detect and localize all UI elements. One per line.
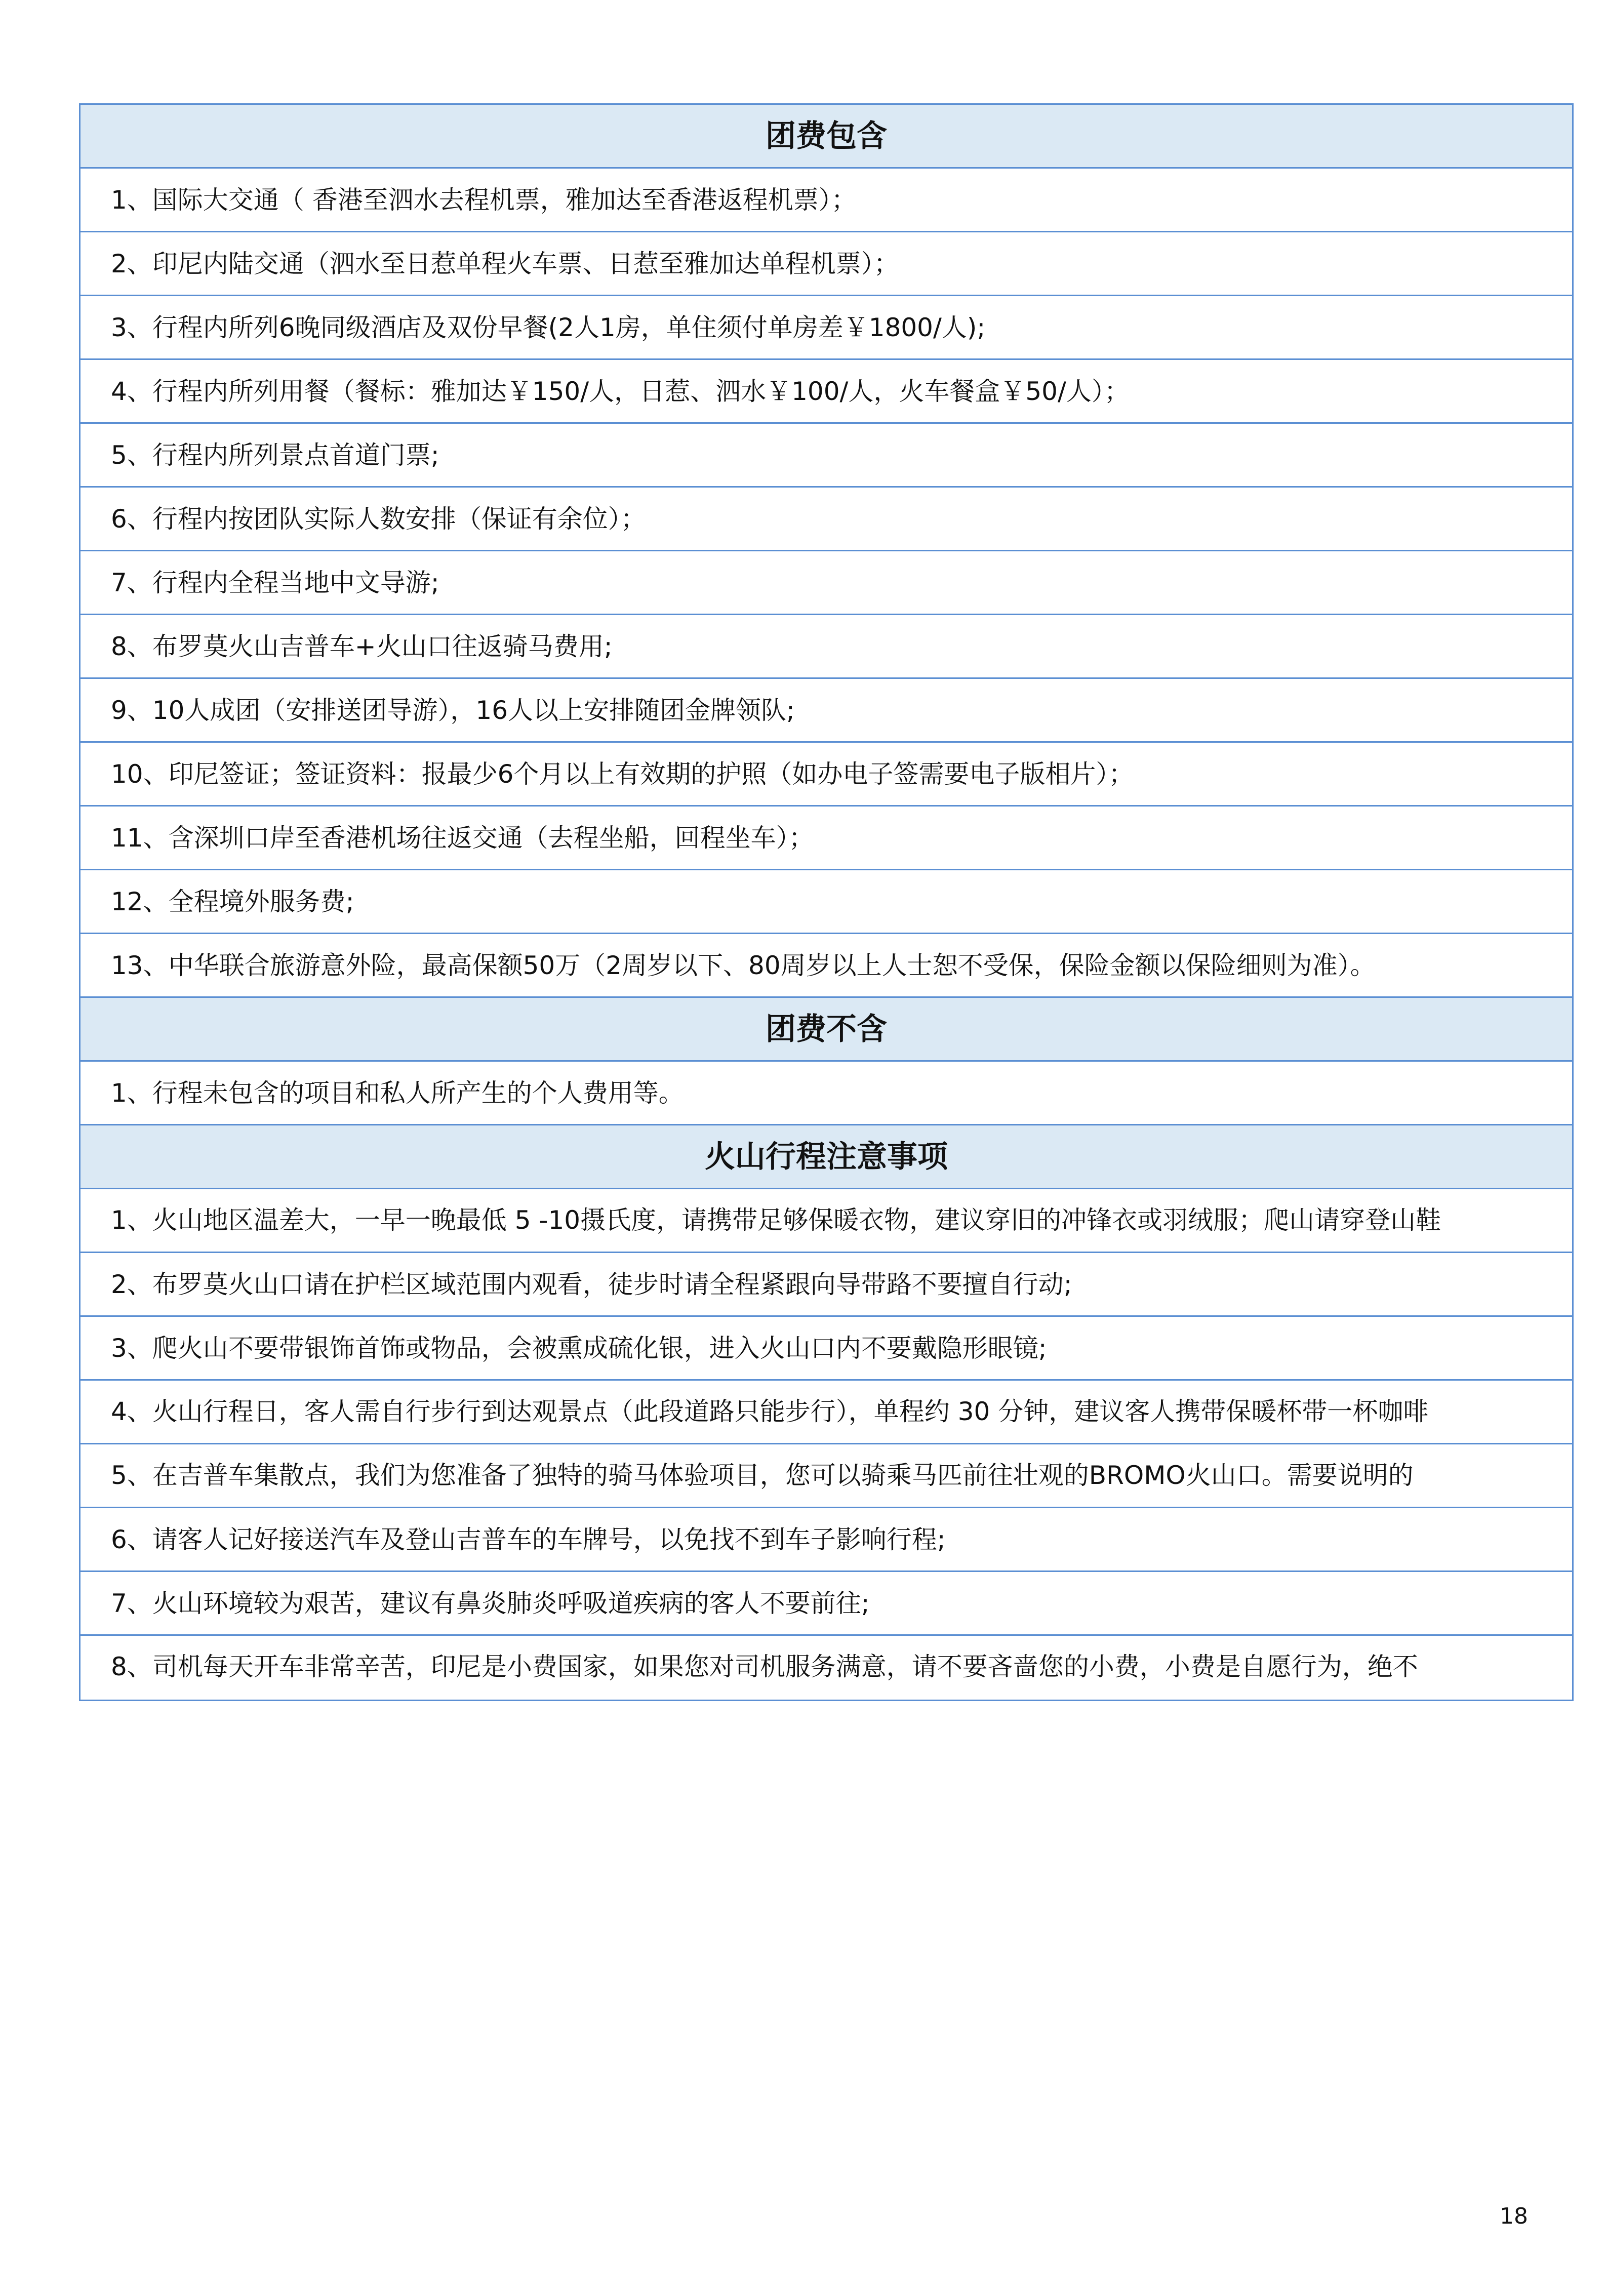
note-item-3: 3、爬火山不要带银饰首饰或物品，会被熏成硫化银，进入火山口内不要戴隐形眼镜; xyxy=(81,1317,1572,1381)
note-line: 5、在吉普车集散点，我们为您准备了独特的骑马体验项目，您可以骑乘马匹前往壮观的BROMO火山口。需要说明的 xyxy=(111,1461,1414,1490)
included-item-3: 3、行程内所列6晚同级酒店及双份早餐(2人1房，单住须付单房差￥1800/人); xyxy=(81,296,1572,360)
included-item-5: 5、行程内所列景点首道门票; xyxy=(81,424,1572,488)
included-item-1: 1、国际大交通（ 香港至泗水去程机票，雅加达至香港返程机票）； xyxy=(81,169,1572,232)
excluded-item-1: 1、行程未包含的项目和私人所产生的个人费用等。 xyxy=(81,1062,1572,1125)
note-item-1 xyxy=(81,1189,1572,1253)
page-number: 18 xyxy=(1500,2203,1528,2229)
note-item-8 xyxy=(81,1636,1572,1700)
included-item-6: 6、行程内按团队实际人数安排（保证有余位）； xyxy=(81,488,1572,551)
included-item-7: 7、行程内全程当地中文导游; xyxy=(81,551,1572,615)
note-line xyxy=(111,1499,1563,1508)
section-heading-included: 团费包含 xyxy=(81,105,1572,169)
note-item-4 xyxy=(81,1381,1572,1444)
included-item-13: 13、中华联合旅游意外险，最高保额50万（2周岁以下、80周岁以上人士恕不受保，保险金额以保险细则为准）。 xyxy=(81,934,1572,998)
section-heading-notes: 火山行程注意事项 xyxy=(81,1125,1572,1189)
itinerary-table xyxy=(79,103,1574,1701)
note-item-2: 2、布罗莫火山口请在护栏区域范围内观看，徒步时请全程紧跟向导带路不要擅自行动; xyxy=(81,1253,1572,1317)
included-item-4: 4、行程内所列用餐（餐标：雅加达￥150/人，日惹、泗水￥100/人，火车餐盒￥50/人）； xyxy=(81,360,1572,424)
note-line: 1、火山地区温差大，一早一晚最低 5 -10摄氏度，请携带足够保暖衣物，建议穿旧的冲锋衣或羽绒服；爬山请穿登山鞋 xyxy=(111,1205,1441,1235)
note-line: 8、司机每天开车非常辛苦，印尼是小费国家，如果您对司机服务满意，请不要吝啬您的小费，小费是自愿行为，绝不 xyxy=(111,1652,1418,1681)
note-line xyxy=(111,1244,1563,1253)
note-line: 4、火山行程日，客人需自行步行到达观景点（此段道路只能步行），单程约 30 分钟，建议客人携带保暖杯带一杯咖啡 xyxy=(111,1397,1429,1426)
note-item-6: 6、请客人记好接送汽车及登山吉普车的车牌号，以免找不到车子影响行程; xyxy=(81,1508,1572,1572)
included-item-10: 10、印尼签证；签证资料：报最少6个月以上有效期的护照（如办电子签需要电子版相片）； xyxy=(81,743,1572,807)
note-line xyxy=(111,1435,1563,1444)
included-item-12: 12、全程境外服务费; xyxy=(81,870,1572,934)
note-item-5 xyxy=(81,1444,1572,1508)
included-item-8: 8、布罗莫火山吉普车+火山口往返骑马费用; xyxy=(81,615,1572,679)
included-item-9: 9、10人成团（安排送团导游），16人以上安排随团金牌领队; xyxy=(81,679,1572,743)
included-item-2: 2、印尼内陆交通（泗水至日惹单程火车票、日惹至雅加达单程机票）； xyxy=(81,232,1572,296)
note-item-7: 7、火山环境较为艰苦，建议有鼻炎肺炎呼吸道疾病的客人不要前往; xyxy=(81,1572,1572,1636)
included-item-11: 11、含深圳口岸至香港机场往返交通（去程坐船，回程坐车）； xyxy=(81,807,1572,870)
note-line xyxy=(111,1690,1563,1700)
section-heading-excluded: 团费不含 xyxy=(81,998,1572,1062)
